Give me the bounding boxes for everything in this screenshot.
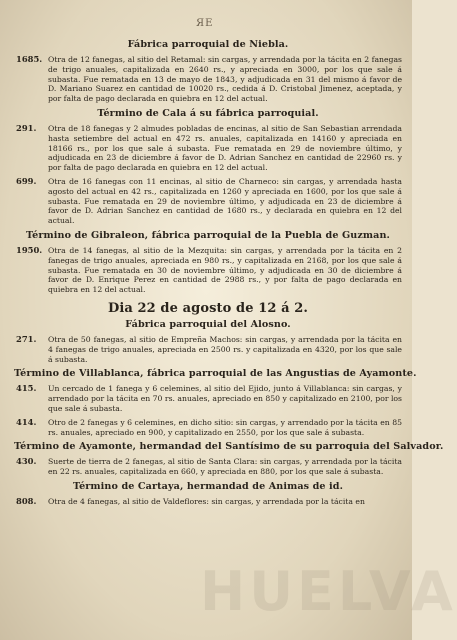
- lot-entry: [14, 177, 402, 226]
- section-title: Fábrica parroquial de Niebla.: [127, 39, 289, 50]
- lot-description: Otra de 50 fanegas, al sitio de Empreña Machos: sin cargas, y arrendada por la tácita en 4 fanegas de trigo anuales, apreciada en 2500 rs. y capitalizada en 4320, por los que sale á subasta.: [48, 334, 402, 364]
- lot-entry: [14, 246, 402, 295]
- lot-description: Otro de 2 fanegas y 6 celemines, en dicho sitio: sin cargas, y arrendado por la tácita en 85 rs. anuales, apreciado en 900, y capitalizado en 2550, por los que sale á subasta.: [48, 417, 402, 437]
- lot-description: Otra de 12 fanegas, al sitio del Retamal: sin cargas, y arrendada por la tácita en 2 fanegas de trigo anuales, capitalizada en 2640 rs., y apreciada en 3000, por los que sale á subasta. Fue rematada en 13 de mayo de 1843, y adjudicada en 31 del mismo á favor de D. Mariano Suarez en cantidad de 10020 rs., cedida á D. Cristobal Jimenez, aceptada, y por falta de pago declarada en quiebra en 12 del actual.: [48, 55, 402, 104]
- lot-entry: [14, 55, 402, 104]
- document-body: [14, 36, 444, 511]
- lot-number: 414.: [16, 416, 37, 427]
- lot-description: Un cercado de 1 fanega y 6 celemines, al sitio del Ejido, junto á Villablanca: sin cargas, y arrendado por la tácita en 70 rs. anuales, apreciado en 850 y capitalizado en 2100, por los que sale á subasta.: [48, 384, 402, 413]
- section-title: Fábrica parroquial del Alosno.: [125, 318, 291, 330]
- lot-entry: [14, 497, 402, 507]
- lot-number: 430.: [16, 456, 37, 467]
- lot-number: 699.: [16, 175, 37, 186]
- lot-number: 291.: [16, 122, 37, 133]
- lot-number: 808.: [16, 495, 37, 506]
- lot-description: Otra de 14 fanegas, al sitio de la Mezquita: sin cargas, y arrendada por la tácita en 2 fanegas de trigo anuales, apreciada en 980 rs., y capitalizada en 2168, por los que sale á subasta. Fue rematada en 30 de noviembre último, y adjudicada en 30 de diciembre á favor de D. Enrique Perez en cantidad de 2988 rs., y por falta de pago declarada en quiebra en 12 del actual.: [48, 245, 402, 295]
- lot-description: Otra de 16 fanegas con 11 encinas, al sitio de Charneco: sin cargas, y arrendada hasta agosto del actual en 42 rs., capitalizada en 1260 y apreciada en 1600, por los que sale á subasta. Fue rematada en 29 de noviembre último, y adjudicada en 23 de diciembre á favor de D. Adrian Sanchez en cantidad de 1680 rs., y declarada en quiebra en 12 del actual.: [48, 176, 402, 226]
- lot-number: 1685.: [16, 54, 43, 64]
- lot-entry: [14, 384, 402, 413]
- lot-entry: [14, 335, 402, 364]
- section-title: Término de Ayamonte, hermandad del Santísimo de su parroquia del Salvador.: [14, 441, 444, 453]
- lot-entry: [14, 457, 402, 477]
- section-title: Término de Cartaya, hermandad de Animas de id.: [72, 480, 344, 492]
- section-title: Término de Cala á su fábrica parroquial.: [97, 107, 319, 119]
- lot-number: 1950.: [16, 244, 43, 255]
- date-heading: Dia 22 de agosto de 12 á 2.: [107, 300, 309, 316]
- lot-entry: [14, 124, 402, 173]
- page-number: ЯЕ: [196, 18, 214, 29]
- lot-number: 271.: [16, 333, 37, 344]
- lot-number: 415.: [16, 383, 37, 394]
- lot-description: Otra de 18 fanegas y 2 almudes pobladas de encinas, al sitio de San Sebastian arrendada hasta setiembre del actual en 472 rs. anuales, capitalizada en 14160 y apreciada en 18166 rs., por los que sale á subasta. Fue rematada en 29 de noviembre último, y adjudicada en 23 de diciembre á favor de D. Adrian Sanchez en cantidad de 22960 rs. y por falta de pago declarada en quiebra en 12 del actual.: [48, 123, 402, 173]
- watermark: HUELVA: [200, 560, 457, 623]
- section-title: Término de Gibraleon, fábrica parroquial de la Puebla de Guzman.: [26, 229, 390, 241]
- lot-description: Otra de 4 fanegas, al sitio de Valdeflores: sin cargas, y arrendada por la tácita en: [48, 496, 365, 506]
- lot-entry: [14, 418, 402, 438]
- lot-description: Suerte de tierra de 2 fanegas, al sitio de Santa Clara: sin cargas, y arrendada por la tácita en 22 rs. anuales, capitalizada en 660, y apreciada en 880, por los que sale á subasta.: [48, 457, 402, 477]
- section-title: Término de Villablanca, fábrica parroquial de las Angustias de Ayamonte.: [14, 368, 417, 380]
